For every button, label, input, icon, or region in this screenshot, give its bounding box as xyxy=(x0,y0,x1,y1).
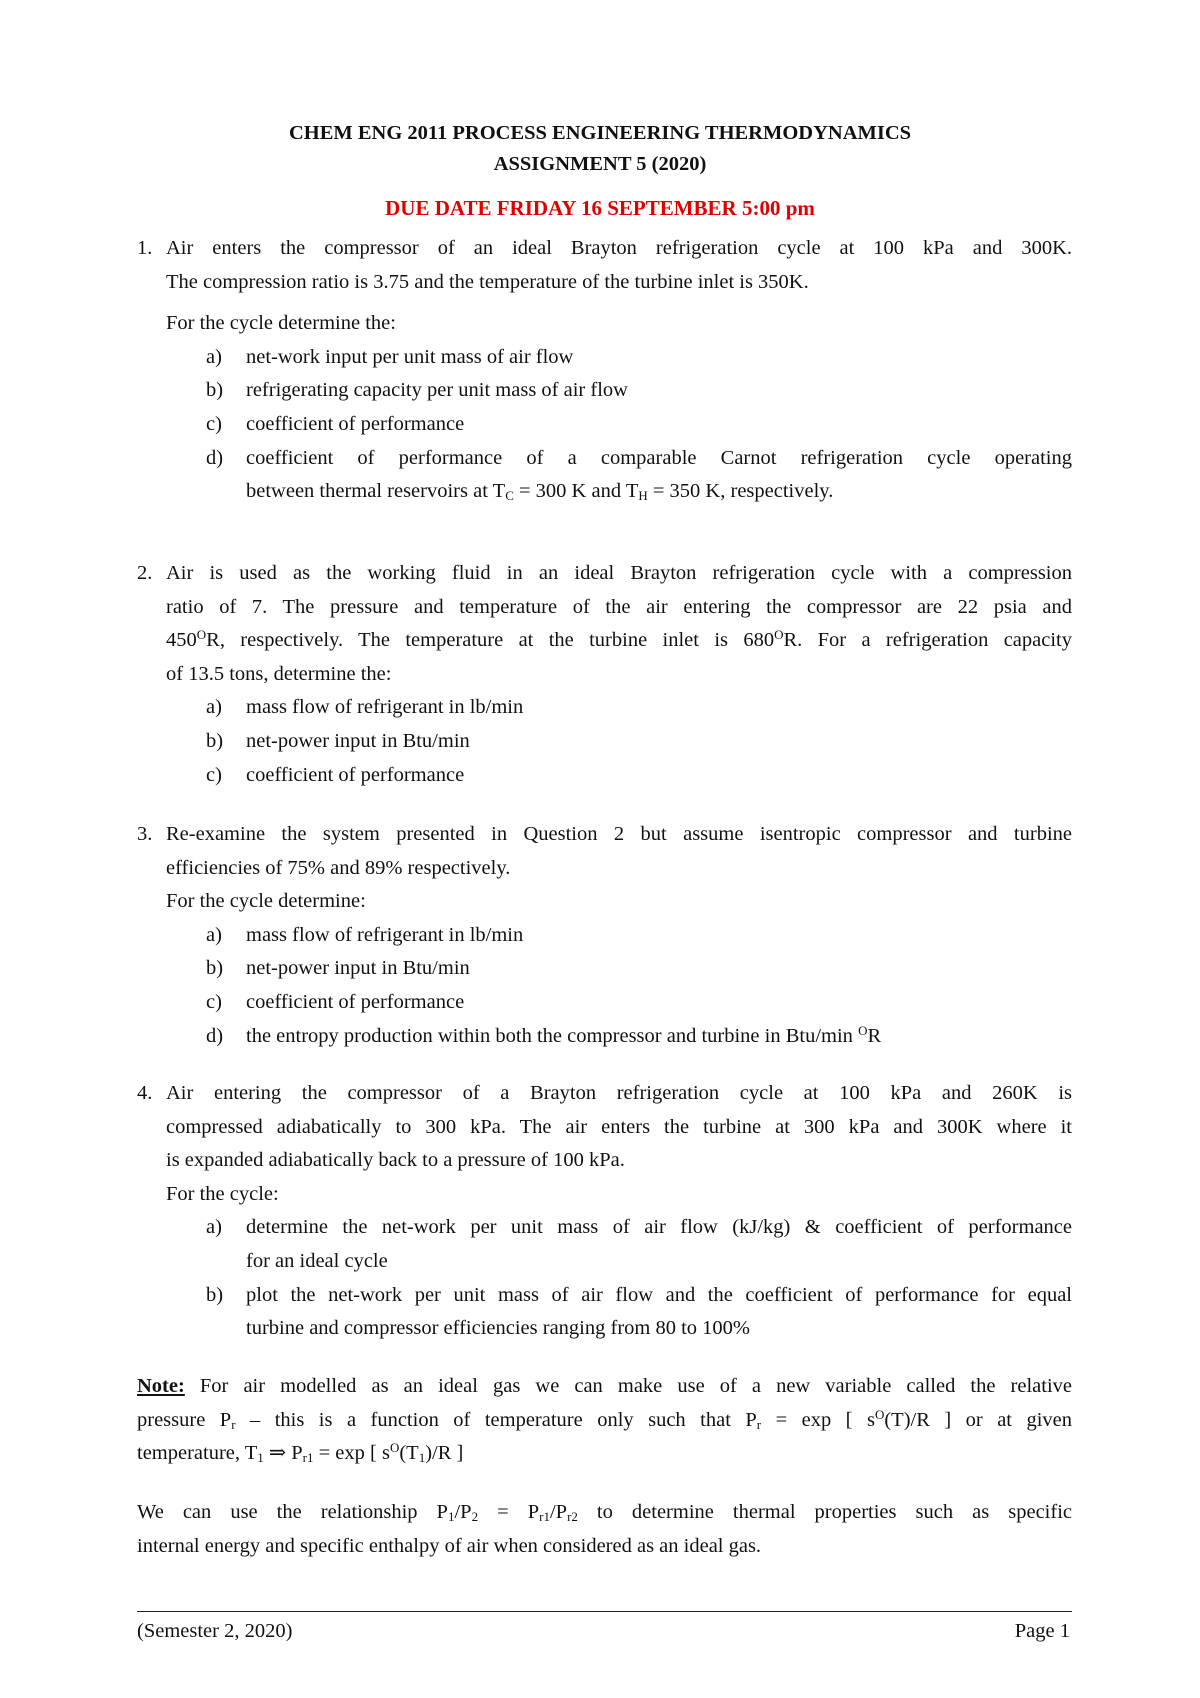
footer-page-number: Page 1 xyxy=(1014,1620,1070,1642)
item-text: mass flow of refrigerant in lb/min xyxy=(246,696,524,719)
question-3-line xyxy=(137,852,1072,886)
question-4-line xyxy=(137,1144,1072,1178)
question-2-line xyxy=(137,658,1072,692)
question-1-line xyxy=(137,266,1072,300)
question-4-line xyxy=(137,1077,1072,1111)
question-3-line xyxy=(137,818,1072,852)
question-text: $450^OR$, respectively. The temperature at the turbine inlet is $680^OR$. For a refrigeration capacity xyxy=(166,627,1072,652)
item-text: coefficient of performance xyxy=(246,412,465,435)
item-label: c) xyxy=(206,763,222,786)
lead-text: For the cycle determine the: xyxy=(166,312,396,335)
item-text: plot the net-work per unit mass of air flow and the coefficient of performance for equal xyxy=(246,1283,1072,1306)
note-text: Note: For air modelled as an ideal gas we can make use of a new variable called the relative xyxy=(137,1375,1072,1397)
item-text: for an ideal cycle xyxy=(246,1249,388,1272)
question-3-lead xyxy=(137,885,1072,919)
list-item-continued xyxy=(137,1245,1072,1279)
question-2-line xyxy=(137,557,1072,591)
item-text: between thermal reservoirs at $T_C = 300$ K and $T_H = 350$ K, respectively. xyxy=(246,480,834,504)
item-text: coefficient of performance xyxy=(246,763,465,786)
question-1-lead xyxy=(137,307,1072,341)
document-title: CHEM ENG 2011 PROCESS ENGINEERING THERMODYNAMICS xyxy=(288,122,912,144)
question-2-line xyxy=(137,591,1072,625)
question-3 xyxy=(137,818,1072,1053)
item-text: the entropy production within both the compressor and turbine in Btu/min $^O$R xyxy=(246,1022,882,1047)
question-text: compressed adiabatically to 300 kPa. The air enters the turbine at 300 kPa and 300K where it xyxy=(166,1115,1072,1138)
question-4-line xyxy=(137,1111,1072,1145)
list-item-continued xyxy=(137,1312,1072,1346)
list-item xyxy=(137,374,1072,408)
note-label: Note: xyxy=(137,1375,185,1397)
item-label: d) xyxy=(206,446,224,469)
item-label: a) xyxy=(206,1216,222,1239)
list-item xyxy=(137,759,1072,793)
list-item xyxy=(137,1020,1072,1054)
note-text: pressure $P_r$ – this is a function of temperature only such that $P_r = \exp$ [ $s^O(T)/R$ ] or at given xyxy=(137,1406,1072,1432)
due-date: DUE DATE FRIDAY 16 SEPTEMBER 5:00 pm xyxy=(385,196,815,220)
list-item xyxy=(137,341,1072,375)
note-text: temperature, $T_1$ ⇒ $P_{r1} = \exp$ [ $s^O(T_1)/R$ ] xyxy=(137,1440,464,1466)
list-item xyxy=(137,1279,1072,1313)
question-text: is expanded adiabatically back to a pressure of 100 kPa. xyxy=(166,1149,625,1172)
question-text: ratio of 7. The pressure and temperature of the air entering the compressor are 22 psia and xyxy=(166,595,1072,618)
item-label: c) xyxy=(206,990,222,1013)
note-line xyxy=(137,1404,1072,1438)
footer-semester: (Semester 2, 2020) xyxy=(137,1620,293,1642)
item-label: c) xyxy=(206,412,222,435)
question-text: Air entering the compressor of a Brayton refrigeration cycle at 100 kPa and 260K is xyxy=(166,1082,1072,1104)
item-text: turbine and compressor efficiencies ranging from 80 to 100% xyxy=(246,1317,751,1340)
item-text: net-work input per unit mass of air flow xyxy=(246,345,574,368)
question-2 xyxy=(137,557,1072,792)
item-label: a) xyxy=(206,345,222,368)
item-label: b) xyxy=(206,957,224,980)
item-text: determine the net-work per unit mass of air flow (kJ/kg) & coefficient of performance xyxy=(246,1216,1072,1239)
item-label: b) xyxy=(206,379,224,402)
list-item xyxy=(137,408,1072,442)
item-text: net-power input in Btu/min xyxy=(246,957,470,980)
question-2-line xyxy=(137,624,1072,658)
question-text: Re-examine the system presented in Question 2 but assume isentropic compressor and turbine xyxy=(166,823,1072,845)
list-item-continued xyxy=(137,475,1072,509)
question-4-lead xyxy=(137,1178,1072,1212)
question-text: The compression ratio is 3.75 and the temperature of the turbine inlet is 350K. xyxy=(166,270,809,293)
relationship-paragraph xyxy=(137,1496,1072,1563)
assignment-title: ASSIGNMENT 5 (2020) xyxy=(493,153,707,175)
question-text: of 13.5 tons, determine the: xyxy=(166,662,392,685)
footer-divider xyxy=(137,1611,1072,1612)
list-item xyxy=(137,952,1072,986)
question-number: 3. xyxy=(137,823,153,845)
item-label: b) xyxy=(206,1283,224,1306)
paragraph-text: We can use the relationship $P_1/P_2 = P_{r1}/P_{r2}$ to determine thermal properties such as specific xyxy=(137,1501,1072,1524)
item-text: refrigerating capacity per unit mass of air flow xyxy=(246,379,628,402)
question-1 xyxy=(137,232,1072,509)
note-section xyxy=(137,1370,1072,1471)
list-item xyxy=(137,919,1072,953)
paragraph-text: internal energy and specific enthalpy of air when considered as an ideal gas. xyxy=(137,1534,762,1557)
paragraph-line xyxy=(137,1496,1072,1530)
paragraph-line xyxy=(137,1530,1072,1564)
note-line xyxy=(137,1437,1072,1471)
list-item xyxy=(137,986,1072,1020)
lead-text: For the cycle: xyxy=(166,1182,279,1205)
item-label: d) xyxy=(206,1024,224,1047)
question-text: Air enters the compressor of an ideal Brayton refrigeration cycle at 100 kPa and 300K. xyxy=(166,237,1072,259)
item-text: coefficient of performance of a comparable Carnot refrigeration cycle operating xyxy=(246,446,1072,469)
item-text: mass flow of refrigerant in lb/min xyxy=(246,923,524,946)
list-item xyxy=(137,725,1072,759)
list-item xyxy=(137,442,1072,476)
item-text: net-power input in Btu/min xyxy=(246,729,470,752)
item-label: a) xyxy=(206,696,222,719)
lead-text: For the cycle determine: xyxy=(166,890,366,913)
list-item xyxy=(137,691,1072,725)
question-number: 2. xyxy=(137,562,153,584)
question-4 xyxy=(137,1077,1072,1346)
item-label: a) xyxy=(206,923,222,946)
question-number: 1. xyxy=(137,237,153,259)
question-number: 4. xyxy=(137,1082,153,1104)
item-text: coefficient of performance xyxy=(246,990,465,1013)
list-item xyxy=(137,1211,1072,1245)
question-1-line xyxy=(137,232,1072,266)
question-text: Air is used as the working fluid in an ideal Brayton refrigeration cycle with a compression xyxy=(166,562,1072,584)
item-label: b) xyxy=(206,729,224,752)
note-line xyxy=(137,1370,1072,1404)
question-text: efficiencies of 75% and 89% respectively. xyxy=(166,856,511,879)
